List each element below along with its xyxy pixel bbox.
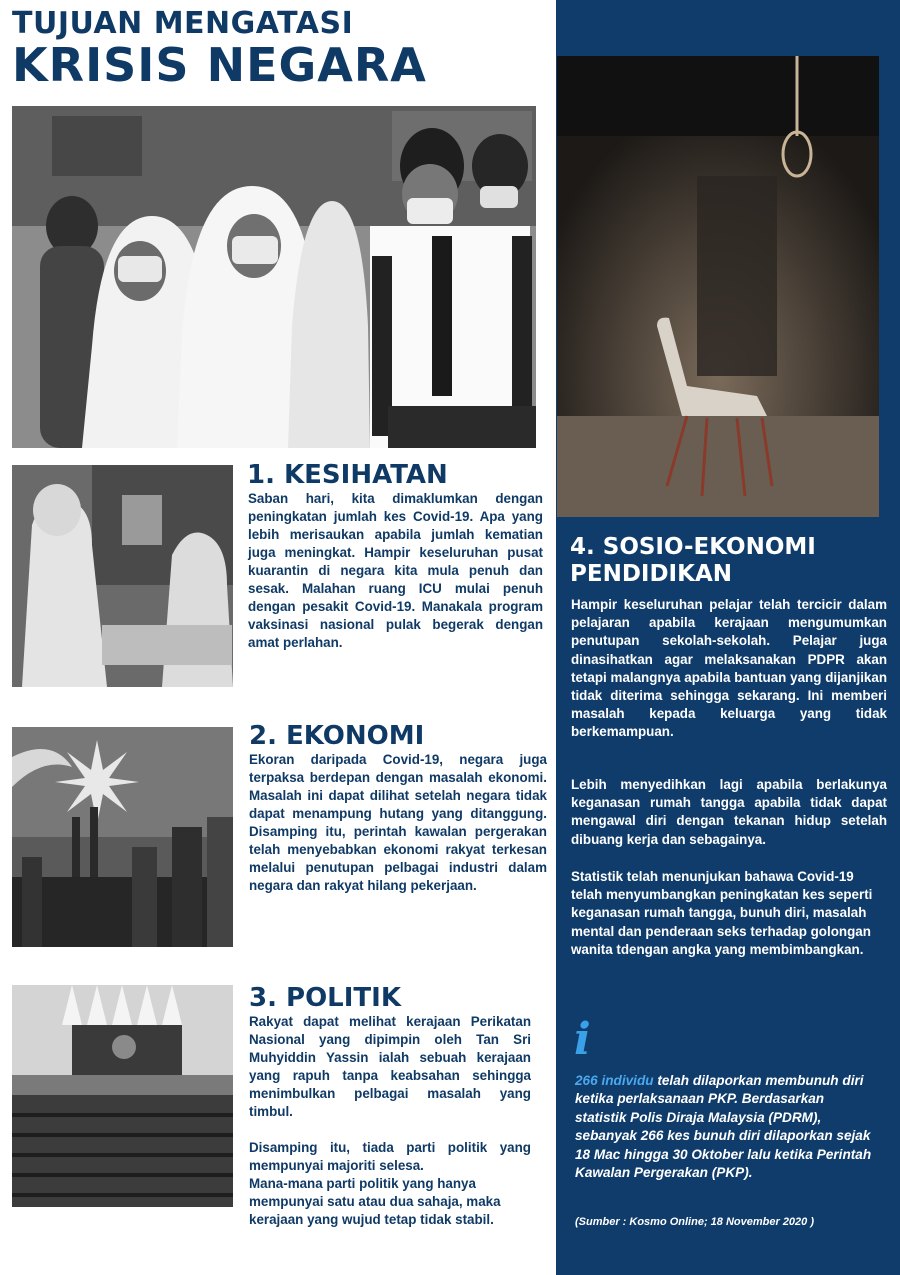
sosio-paragraph-1: Hampir keseluruhan pelajar telah tercicir dalam pelajaran apabila kerajaan mengumumkan penutupan sekolah-sekolah. Pelajar juga dinasihatkan agar melaksanakan PDPR akan tetapi malangnya apabila bantuan yang dijanjikan tidak diterima sehingga sekarang. Ini memberi masalah kepada keluarga yang tidak berkemampuan. xyxy=(571,597,887,740)
fact-highlight: 266 individu xyxy=(575,1073,654,1088)
text-ekonomi: Ekoran daripada Covid-19, negara juga terpaksa berdepan dengan masalah ekonomi. Masalah ini dapat dilihat setelah negara tidak dapat menampung hutang yang ditanggung. Disamping itu, perintah kawalan pergerakan telah menyebabkan ekonomi rakyat terkesan melalui penutupan pelbagai industri dalam negara dan rakyat hilang pekerjaan. xyxy=(249,752,547,893)
sosio-paragraph-3: Statistik telah menunjukan bahawa Covid-19 telah menyumbangkan peningkatan kes seperti keganasan rumah tangga, bunuh diri, masalah mental dan penderaan seks terhadap golongan wanita tdengan angka yang membimbangkan. xyxy=(571,869,873,957)
title-line-1: TUJUAN MENGATASI xyxy=(12,6,354,41)
source-citation: (Sumber : Kosmo Online; 18 November 2020 ) xyxy=(575,1216,815,1228)
info-icon: i xyxy=(574,1014,591,1065)
title-line-2: KRISIS NEGARA xyxy=(12,38,427,92)
chair-noose-photo xyxy=(557,56,879,517)
heading-politik: 3. POLITIK xyxy=(249,983,401,1013)
text-politik xyxy=(249,1013,531,1229)
politik-paragraph-2: Disamping itu, tiada parti politik yang mempunyai majoriti selesa. xyxy=(249,1140,531,1173)
politik-paragraph-3: Mana-mana parti politik yang hanya mempunyai satu atau dua sahaja, maka kerajaan yang wujud tetap tidak stabil. xyxy=(249,1176,501,1227)
suicide-fact xyxy=(575,1072,875,1182)
heading-ekonomi: 2. EKONOMI xyxy=(249,721,425,751)
politik-paragraph-1: Rakyat dapat melihat kerajaan Perikatan Nasional yang dipimpin oleh Tan Sri Muhyiddin Yassin ialah sebuah kerajaan yang rapuh tanpa keabsahan sehingga menimbulkan pelbagai masalah yang timbul. xyxy=(249,1014,531,1119)
fact-text: telah dilaporkan membunuh diri ketika perlaksanaan PKP. Berdasarkan statistik Polis Diraja Malaysia (PDRM), sebanyak 266 kes bunuh diri dilaporkan sejak 18 Mac hingga 30 Oktober lalu ketika Perintah Kawalan Pergerakan (PKP). xyxy=(575,1073,872,1181)
city-photo xyxy=(12,727,233,947)
parliament-photo xyxy=(12,985,233,1207)
students-photo xyxy=(12,106,536,448)
sosio-paragraph-2: Lebih menyedihkan lagi apabila berlakunya keganasan rumah tangga apabila tidak dapat mengawal diri dengan tekanan hidup setelah dibuang kerja dan sebagainya. xyxy=(571,777,887,847)
heading-kesihatan: 1. KESIHATAN xyxy=(247,460,448,490)
heading-sosio: 4. SOSIO-EKONOMI PENDIDIKAN xyxy=(570,534,816,587)
text-kesihatan: Saban hari, kita dimaklumkan dengan peningkatan jumlah kes Covid-19. Apa yang lebih merisaukan apabila jumlah kematian juga meningkat. Hampir keseluruhan pusat kuarantin di negara kita mula penuh dan sesak. Malahan ruang ICU mulai penuh dengan pesakit Covid-19. Manakala program vaksinasi nasional pulak begerak dengan amat perlahan. xyxy=(248,491,543,650)
icu-photo xyxy=(12,465,233,687)
